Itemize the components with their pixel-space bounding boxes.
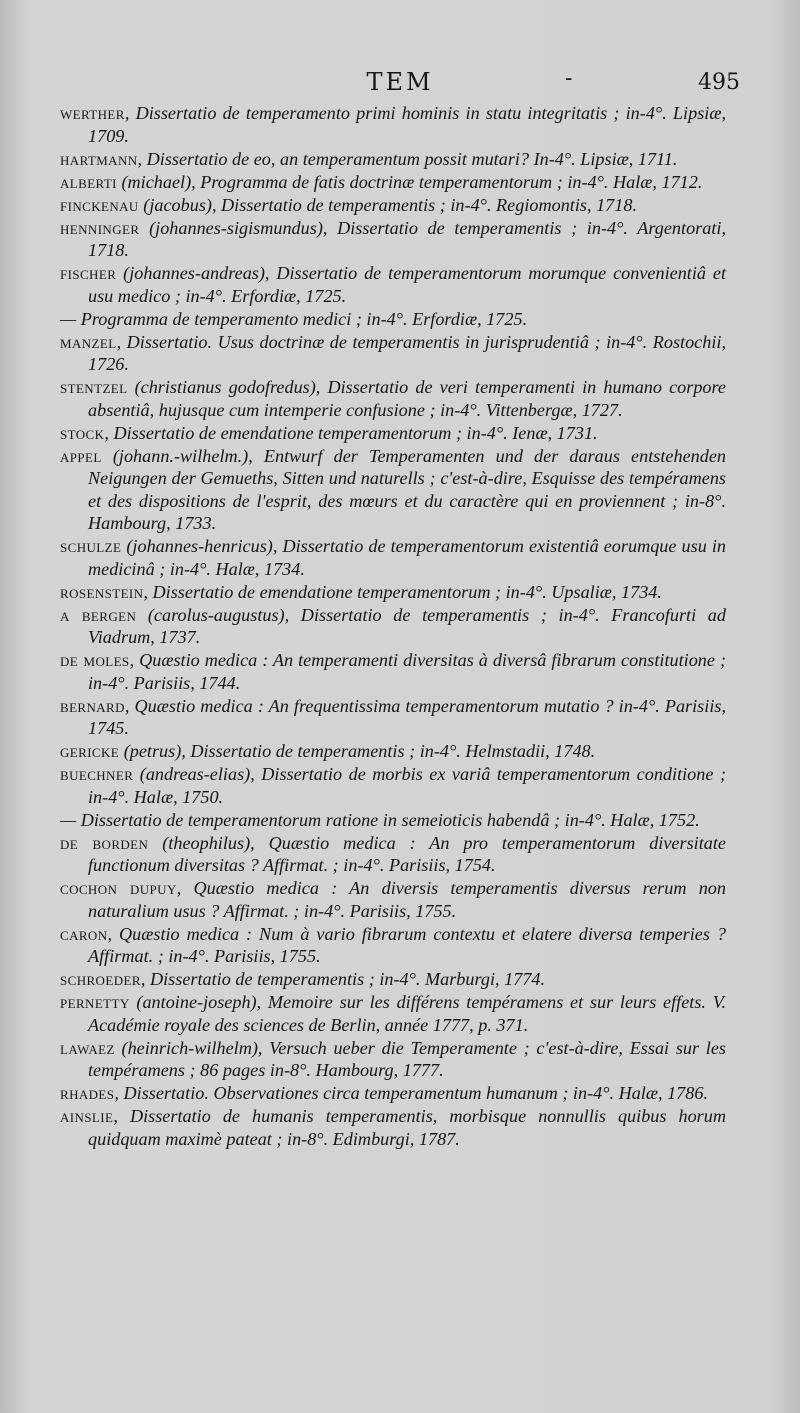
entry-text: (theophilus), Quæstio medica : An pro temperamentorum diversitate functionum diversitas ? Affirmat. ; in-4°. Parisiis, 1754. <box>88 832 726 875</box>
bibliography-entry <box>60 649 726 694</box>
entry-text: (heinrich-wilhelm), Versuch ueber die Temperamente ; c'est-à-dire, Essai sur les tempéramens ; 86 pages in-8°. Hambourg, 1777. <box>88 1037 726 1080</box>
bibliography-entry <box>60 376 726 421</box>
bibliography-entry <box>60 968 726 991</box>
bibliography-entry <box>60 832 726 877</box>
entry-author: stentzel <box>60 377 128 397</box>
entry-author: de moles <box>60 650 130 670</box>
entry-text: , Dissertatio de temperamento primi hominis in statu integritatis ; in-4°. Lipsiæ, 1709. <box>88 103 726 146</box>
entry-text: (johann.-wilhelm.), Entwurf der Temperamenten und der daraus entstehenden Neigungen der Gemueths, Sitten und naturells ; c'est-à-dire, Esquisse des tempéramens et des dispositions de l'esprit, des mœurs et du caractère qui en proviennent ; in-8°. Hambourg, 1733. <box>88 445 726 533</box>
entry-text: (petrus), Dissertatio de temperamentis ; in-4°. Helmstadii, 1748. <box>119 741 596 761</box>
page-number: 495 <box>698 70 740 95</box>
entry-author: ainslie <box>60 1106 114 1126</box>
bibliography-entry <box>60 194 726 217</box>
bibliography-entry <box>60 695 726 740</box>
bibliography-entry <box>60 1082 726 1105</box>
entry-author: rosenstein <box>60 581 144 602</box>
entry-author: rhades <box>60 1083 115 1103</box>
entry-text: , Quæstio medica : An temperamenti diversitas à diversâ fibrarum constitutione ; in-4°. Parisiis, 1744. <box>88 650 726 693</box>
bibliography-entry <box>60 102 726 147</box>
entry-text: — Dissertatio de temperamentorum ratione in semeioticis habendâ ; in-4°. Halæ, 1752. <box>60 809 700 830</box>
entry-author: stock <box>60 422 105 443</box>
bibliography-entry <box>60 262 726 307</box>
entry-text: (michael), Programma de fatis doctrinæ temperamentorum ; in-4°. Halæ, 1712. <box>116 171 703 192</box>
entry-author: schroeder <box>60 969 141 989</box>
entry-author: caron <box>60 923 108 944</box>
entry-text: (christianus godofredus), Dissertatio de veri temperamenti in humano corpore absentiâ, hujusque cum intemperie confusione ; in-4°. Vittenbergæ, 1727. <box>88 377 726 420</box>
page-header <box>60 66 740 100</box>
entry-text: , Dissertatio de emendatione temperamentorum ; in-4°. Ienæ, 1731. <box>104 422 598 443</box>
entry-text: , Dissertatio de temperamentis ; in-4°. Marburgi, 1774. <box>140 969 546 989</box>
entry-author: appel <box>60 445 102 466</box>
entry-text: (jacobus), Dissertatio de temperamentis ; in-4°. Regiomontis, 1718. <box>138 194 637 215</box>
bibliography-entry <box>60 148 726 171</box>
entry-author: werther <box>60 103 125 123</box>
entry-author: a bergen <box>60 604 137 625</box>
entry-text: , Dissertatio. Observationes circa temperamentum humanum ; in-4°. Halæ, 1786. <box>114 1083 709 1103</box>
bibliography-entry <box>60 923 726 968</box>
entry-author: buechner <box>60 764 134 784</box>
entry-author: hartmann <box>60 148 138 169</box>
entry-author: finckenau <box>60 194 139 215</box>
bibliography-entry <box>60 308 726 331</box>
entry-text: (carolus-augustus), Dissertatio de temperamentis ; in-4°. Francofurti ad Viadrum, 1737. <box>88 604 726 647</box>
entry-author: fischer <box>60 263 117 283</box>
running-title: TEM <box>366 68 434 96</box>
bibliography-list <box>60 102 726 1151</box>
bibliography-entry <box>60 331 726 376</box>
entry-author: lawaez <box>60 1037 115 1058</box>
bibliography-entry <box>60 1105 726 1150</box>
bibliography-entry <box>60 1037 726 1082</box>
bibliography-entry <box>60 535 726 580</box>
entry-author: cochon dupuy <box>60 878 177 898</box>
entry-text: , Dissertatio de humanis temperamentis, morbisque nonnullis quibus horum quidquam maximè pateat ; in-8°. Edimburgi, 1787. <box>88 1106 726 1149</box>
bibliography-entry <box>60 581 726 604</box>
bibliography-entry <box>60 809 726 832</box>
bibliography-entry <box>60 422 726 445</box>
entry-text: (antoine-joseph), Memoire sur les différens tempéramens et sur leurs effets. V. Académie royale des sciences de Berlin, année 1777, p. 371. <box>88 992 726 1035</box>
entry-author: pernetty <box>60 992 130 1012</box>
entry-text: , Dissertatio. Usus doctrinæ de temperamentis in jurisprudentiâ ; in-4°. Rostochii, 1726. <box>88 331 726 374</box>
entry-text: (johannes-sigismundus), Dissertatio de temperamentis ; in-4°. Argentorati, 1718. <box>88 217 726 260</box>
bibliography-entry <box>60 763 726 808</box>
entry-author: alberti <box>60 171 117 192</box>
entry-text: , Quæstio medica : An diversis temperamentis diversus rerum non naturalium usus ? Affirmat. ; in-4°. Parisiis, 1755. <box>88 878 726 921</box>
header-dash: - <box>565 66 573 91</box>
bibliography-entry <box>60 217 726 262</box>
entry-text: — Programma de temperamento medici ; in-4°. Erfordiæ, 1725. <box>60 308 528 329</box>
entry-author: henninger <box>60 217 140 238</box>
bibliography-entry <box>60 877 726 922</box>
entry-author: gericke <box>60 741 120 761</box>
entry-text: (johannes-henricus), Dissertatio de temperamentorum existentiâ eorumque usu in medicinâ ; in-4°. Halæ, 1734. <box>88 536 726 579</box>
bibliography-entry <box>60 445 726 535</box>
entry-text: , Dissertatio de eo, an temperamentum possit mutari? In-4°. Lipsiæ, 1711. <box>137 148 678 169</box>
bibliography-entry <box>60 171 726 194</box>
bibliography-entry <box>60 604 726 649</box>
entry-text: , Dissertatio de emendatione temperamentorum ; in-4°. Upsaliæ, 1734. <box>143 581 662 602</box>
entry-text: (johannes-andreas), Dissertatio de temperamentorum morumque convenientiâ et usu medico ; in-4°. Erfordiæ, 1725. <box>88 263 726 306</box>
bibliography-entry <box>60 991 726 1036</box>
entry-text: , Quæstio medica : Num à vario fibrarum contextu et elatere diversa temperies ? Affirmat. ; in-4°. Parisiis, 1755. <box>88 923 726 966</box>
entry-text: (andreas-elias), Dissertatio de morbis ex variâ temperamentorum conditione ; in-4°. Halæ, 1750. <box>88 764 726 807</box>
entry-author: manzel <box>60 331 117 352</box>
entry-author: bernard <box>60 695 125 716</box>
entry-author: de borden <box>60 832 149 853</box>
bibliography-entry <box>60 740 726 763</box>
entry-text: , Quæstio medica : An frequentissima temperamentorum mutatio ? in-4°. Parisiis, 1745. <box>88 695 726 738</box>
entry-author: schulze <box>60 536 122 556</box>
